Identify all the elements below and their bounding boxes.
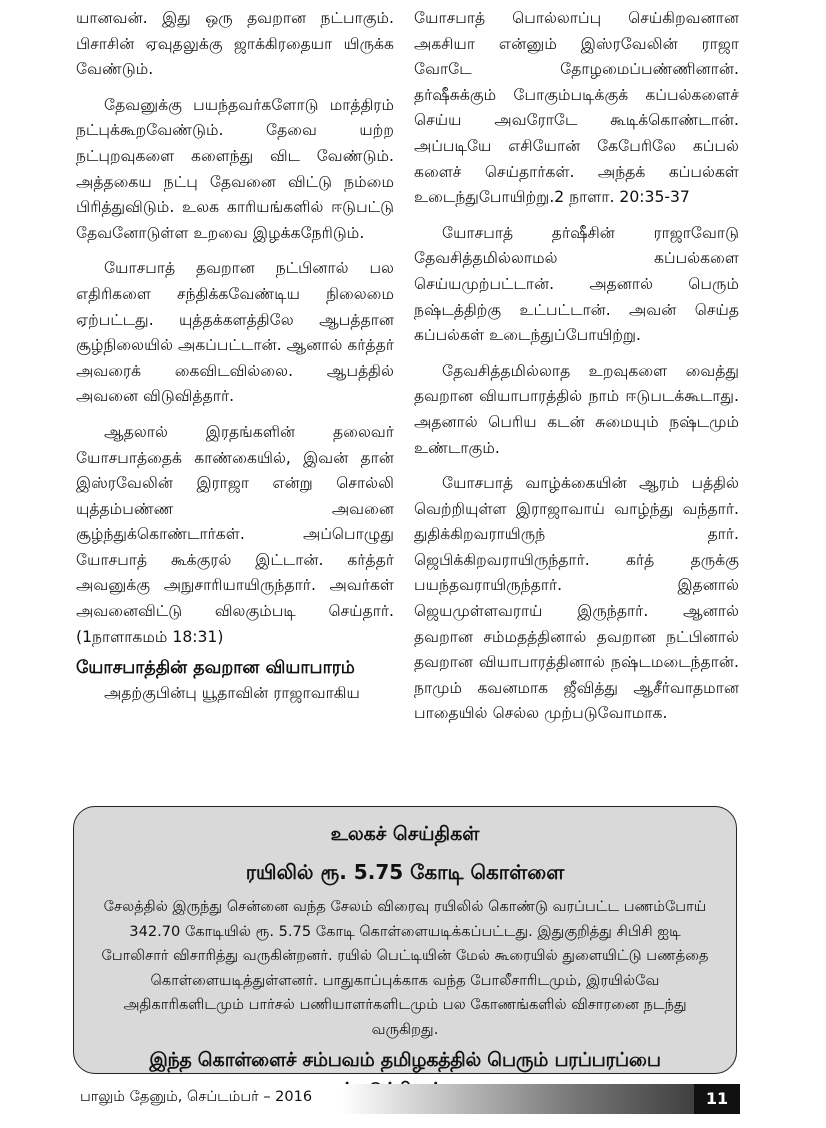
- right-paragraph-2: யோசபாத் தர்ஷீசின் ராஜாவோடு தேவசித்தமில்லாமல் கப்பல்களை செய்யமுற்பட்டான். அதனால் பெரும் நஷ்டத்திற்கு உட்பட்டான். அவன் செய்த கப்பல்கள் உடைந்துப்போயிற்று.: [414, 223, 739, 345]
- right-paragraph-1: யோசபாத் பொல்லாப்பு செய்கிறவனான அகசியா என்னும் இஸ்ரவேலின் ராஜா வோடே தோழமைப்பண்ணினான். தர்ஷீசுக்கும் போகும்படிக்குக் கப்பல்களைச் செய்ய அவரோடே கூடிக்கொண்டான். அப்படியே எசியோன் கேபேரிலே கப்பல் களைச் செய்தார்கள். அந்தக் கப்பல்கள் உடைந்துபோயிற்று.2 நாளா. 20:35-37: [414, 9, 739, 207]
- news-headline: ரயிலில் ரூ. 5.75 கோடி கொள்ளை: [245, 860, 565, 884]
- left-paragraph-5: அதற்குபின்பு யூதாவின் ராஜாவாகிய: [104, 684, 360, 703]
- right-paragraph-3: தேவசித்தமில்லாத உறவுகளை வைத்து தவறான வியாபாரத்தில் நாம் ஈடுபடக்கூடாது. அதனால் பெரிய கடன் சுமையும் நஷ்டமும் உண்டாகும்.: [414, 361, 739, 457]
- left-paragraph-2: தேவனுக்கு பயந்தவர்களோடு மாத்திரம் நட்புக்கூறவேண்டும். தேவை யற்ற நட்புறவுகளை களைந்து விட வேண்டும். அத்தகைய நட்பு தேவனை விட்டு நம்மை பிரித்துவிடும். உலக காரியங்களில் ஈடுபட்டு தேவனோடுள்ள உறவை இழக்கநேரிடும்.: [76, 95, 394, 242]
- left-paragraph-3: யோசபாத் தவறான நட்பினால் பல எதிரிகளை சந்திக்கவேண்டிய நிலைமை ஏற்பட்டது. யுத்தக்களத்திலே ஆபத்தான சூழ்நிலையில் அகப்பட்டான். ஆனால் கர்த்தர் அவரைக் கைவிடவில்லை. ஆபத்தில் அவனை விடுவித்தார்.: [76, 259, 394, 406]
- right-paragraph-4: யோசபாத் வாழ்க்கையின் ஆரம் பத்தில் வெற்றியுள்ள இராஜாவாய் வாழ்ந்து வந்தார். துதிக்கிறவராயிருந் தார். ஜெபிக்கிறவராயிருந்தார். கர்த் தருக்கு பயந்தவராயிருந்தார். இதனால் ஜெயமுள்ளவராய் இருந்தார். ஆனால் தவறான சம்மதத்தினால் தவறான நட்பினால் தவறான வியாபாரத்தினால் நஷ்டமடைந்தான். நாமும் கவனமாக ஜீவித்து ஆசீர்வாதமான பாதையில் செல்ல முற்படுவோமாக.: [414, 474, 739, 723]
- news-closing-line: இந்த கொள்ளைச் சம்பவம் தமிழகத்தில் பெரும் பரப்பரப்பை: [149, 1049, 661, 1071]
- page-footer: [76, 1084, 740, 1114]
- page-number: 11: [694, 1084, 740, 1114]
- news-box-title: உலகச் செய்திகள்: [330, 823, 480, 845]
- publication-info: பாலும் தேனும், செப்டம்பர் – 2016: [80, 1089, 313, 1105]
- left-column: [76, 6, 394, 707]
- section-heading: யோசபாத்தின் தவறான வியாபாரம்: [76, 658, 355, 679]
- left-paragraph-4: ஆதலால் இரதங்களின் தலைவர் யோசபாத்தைக் காண்கையில், இவன் தான் இஸ்ரவேலின் இராஜா என்று சொல்லி யுத்தம்பண்ண அவனை சூழ்ந்துக்கொண்டார்கள். அப்பொழுது யோசபாத் கூக்குரல் இட்டான். கர்த்தர் அவனுக்கு அநுசாரியாயிருந்தார். அவர்கள் அவனைவிட்டு விலகும்படி செய்தார். (1நாளாகமம் 18:31): [76, 422, 394, 646]
- right-column: [414, 6, 739, 727]
- world-news-box: [73, 806, 737, 1074]
- left-paragraph-1: யானவன். இது ஒரு தவறான நட்பாகும். பிசாசின் ஏவுதலுக்கு ஜாக்கிரதையா யிருக்க வேண்டும்.: [76, 9, 394, 79]
- news-body: சேலத்தில் இருந்து சென்னை வந்த சேலம் விரைவு ரயிலில் கொண்டு வரப்பட்ட பணம்போய் 342.70 கோடியில் ரூ. 5.75 கோடி கொள்ளையடிக்கப்பட்டது. இதுகுறித்து சிபிசி ஐடி போலிசார் விசாரித்து வருகின்றனர். ரயில் பெட்டியின் மேல் கூரையில் துளையிட்டு பணத்தை கொள்ளையடித்துள்ளனர். பாதுகாப்புக்காக வந்த போலீசாரிடமும், இரயில்வே அதிகாரிகளிடமும் பார்சல் பணியாளர்களிடமும் பல கோணங்களில் விசாரனை நடந்து வருகிறது.: [101, 898, 709, 1038]
